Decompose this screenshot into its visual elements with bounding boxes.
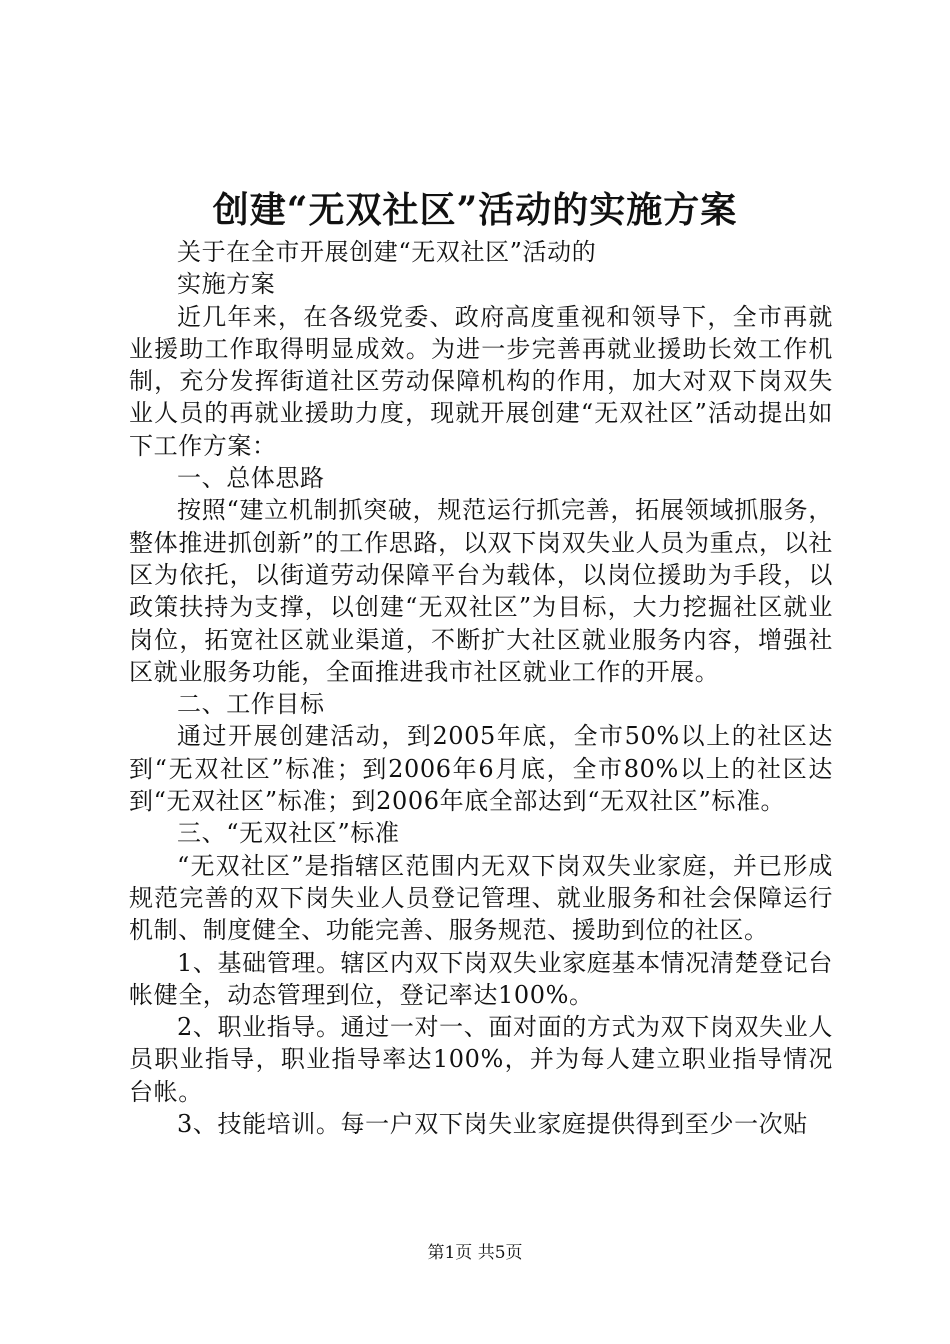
- section-2-heading: 二、工作目标: [177, 690, 325, 719]
- standard-item-2: 2、职业指导。通过一对一、面对面的方式为双下岗双失业人员职业指导，职业指导率达100%，并为每人建立职业指导情况台帐。: [129, 1013, 833, 1106]
- section-3-paragraph: “无双社区”是指辖区范围内无双下岗双失业家庭，并已形成规范完善的双下岗失业人员登记管理、就业服务和社会保障运行机制、制度健全、功能完善、服务规范、援助到位的社区。: [129, 851, 833, 945]
- page-number-footer: 第1页 共5页: [427, 1243, 523, 1263]
- document-title: 创建“无双社区”活动的实施方案: [212, 189, 738, 231]
- subtitle-line-2: 实施方案: [177, 270, 276, 299]
- standard-item-1: 1、基础管理。辖区内双下岗双失业家庭基本情况清楚登记台帐健全，动态管理到位，登记率达100%。: [129, 948, 833, 1009]
- section-1-paragraph: 按照“建立机制抓突破，规范运行抓完善，拓展领域抓服务，整体推进抓创新”的工作思路，以双下岗双失业人员为重点，以社区为依托，以街道劳动保障平台为载体，以岗位援助为手段，以政策扶持为支撑，以创建“无双社区”为目标，大力挖掘社区就业岗位，拓宽社区就业渠道，不断扩大社区就业服务内容，增强社区就业服务功能，全面推进我市社区就业工作的开展。: [129, 496, 833, 686]
- section-1-heading: 一、总体思路: [177, 464, 325, 493]
- document-body: [129, 236, 833, 1140]
- section-2-paragraph: 通过开展创建活动，到2005年底，全市50%以上的社区达到“无双社区”标准；到2006年6月底，全市80%以上的社区达到“无双社区”标准；到2006年底全部达到“无双社区”标准。: [129, 722, 833, 816]
- subtitle-line-1: 关于在全市开展创建“无双社区”活动的: [177, 238, 597, 266]
- standard-item-3: 3、技能培训。每一户双下岗失业家庭提供得到至少一次贴: [177, 1110, 808, 1139]
- section-3-heading: 三、“无双社区”标准: [177, 819, 400, 848]
- intro-paragraph: 近几年来，在各级党委、政府高度重视和领导下，全市再就业援助工作取得明显成效。为进一步完善再就业援助长效工作机制，充分发挥街道社区劳动保障机构的作用，加大对双下岗双失业人员的再就业援助力度，现就开展创建“无双社区”活动提出如下工作方案：: [129, 302, 833, 460]
